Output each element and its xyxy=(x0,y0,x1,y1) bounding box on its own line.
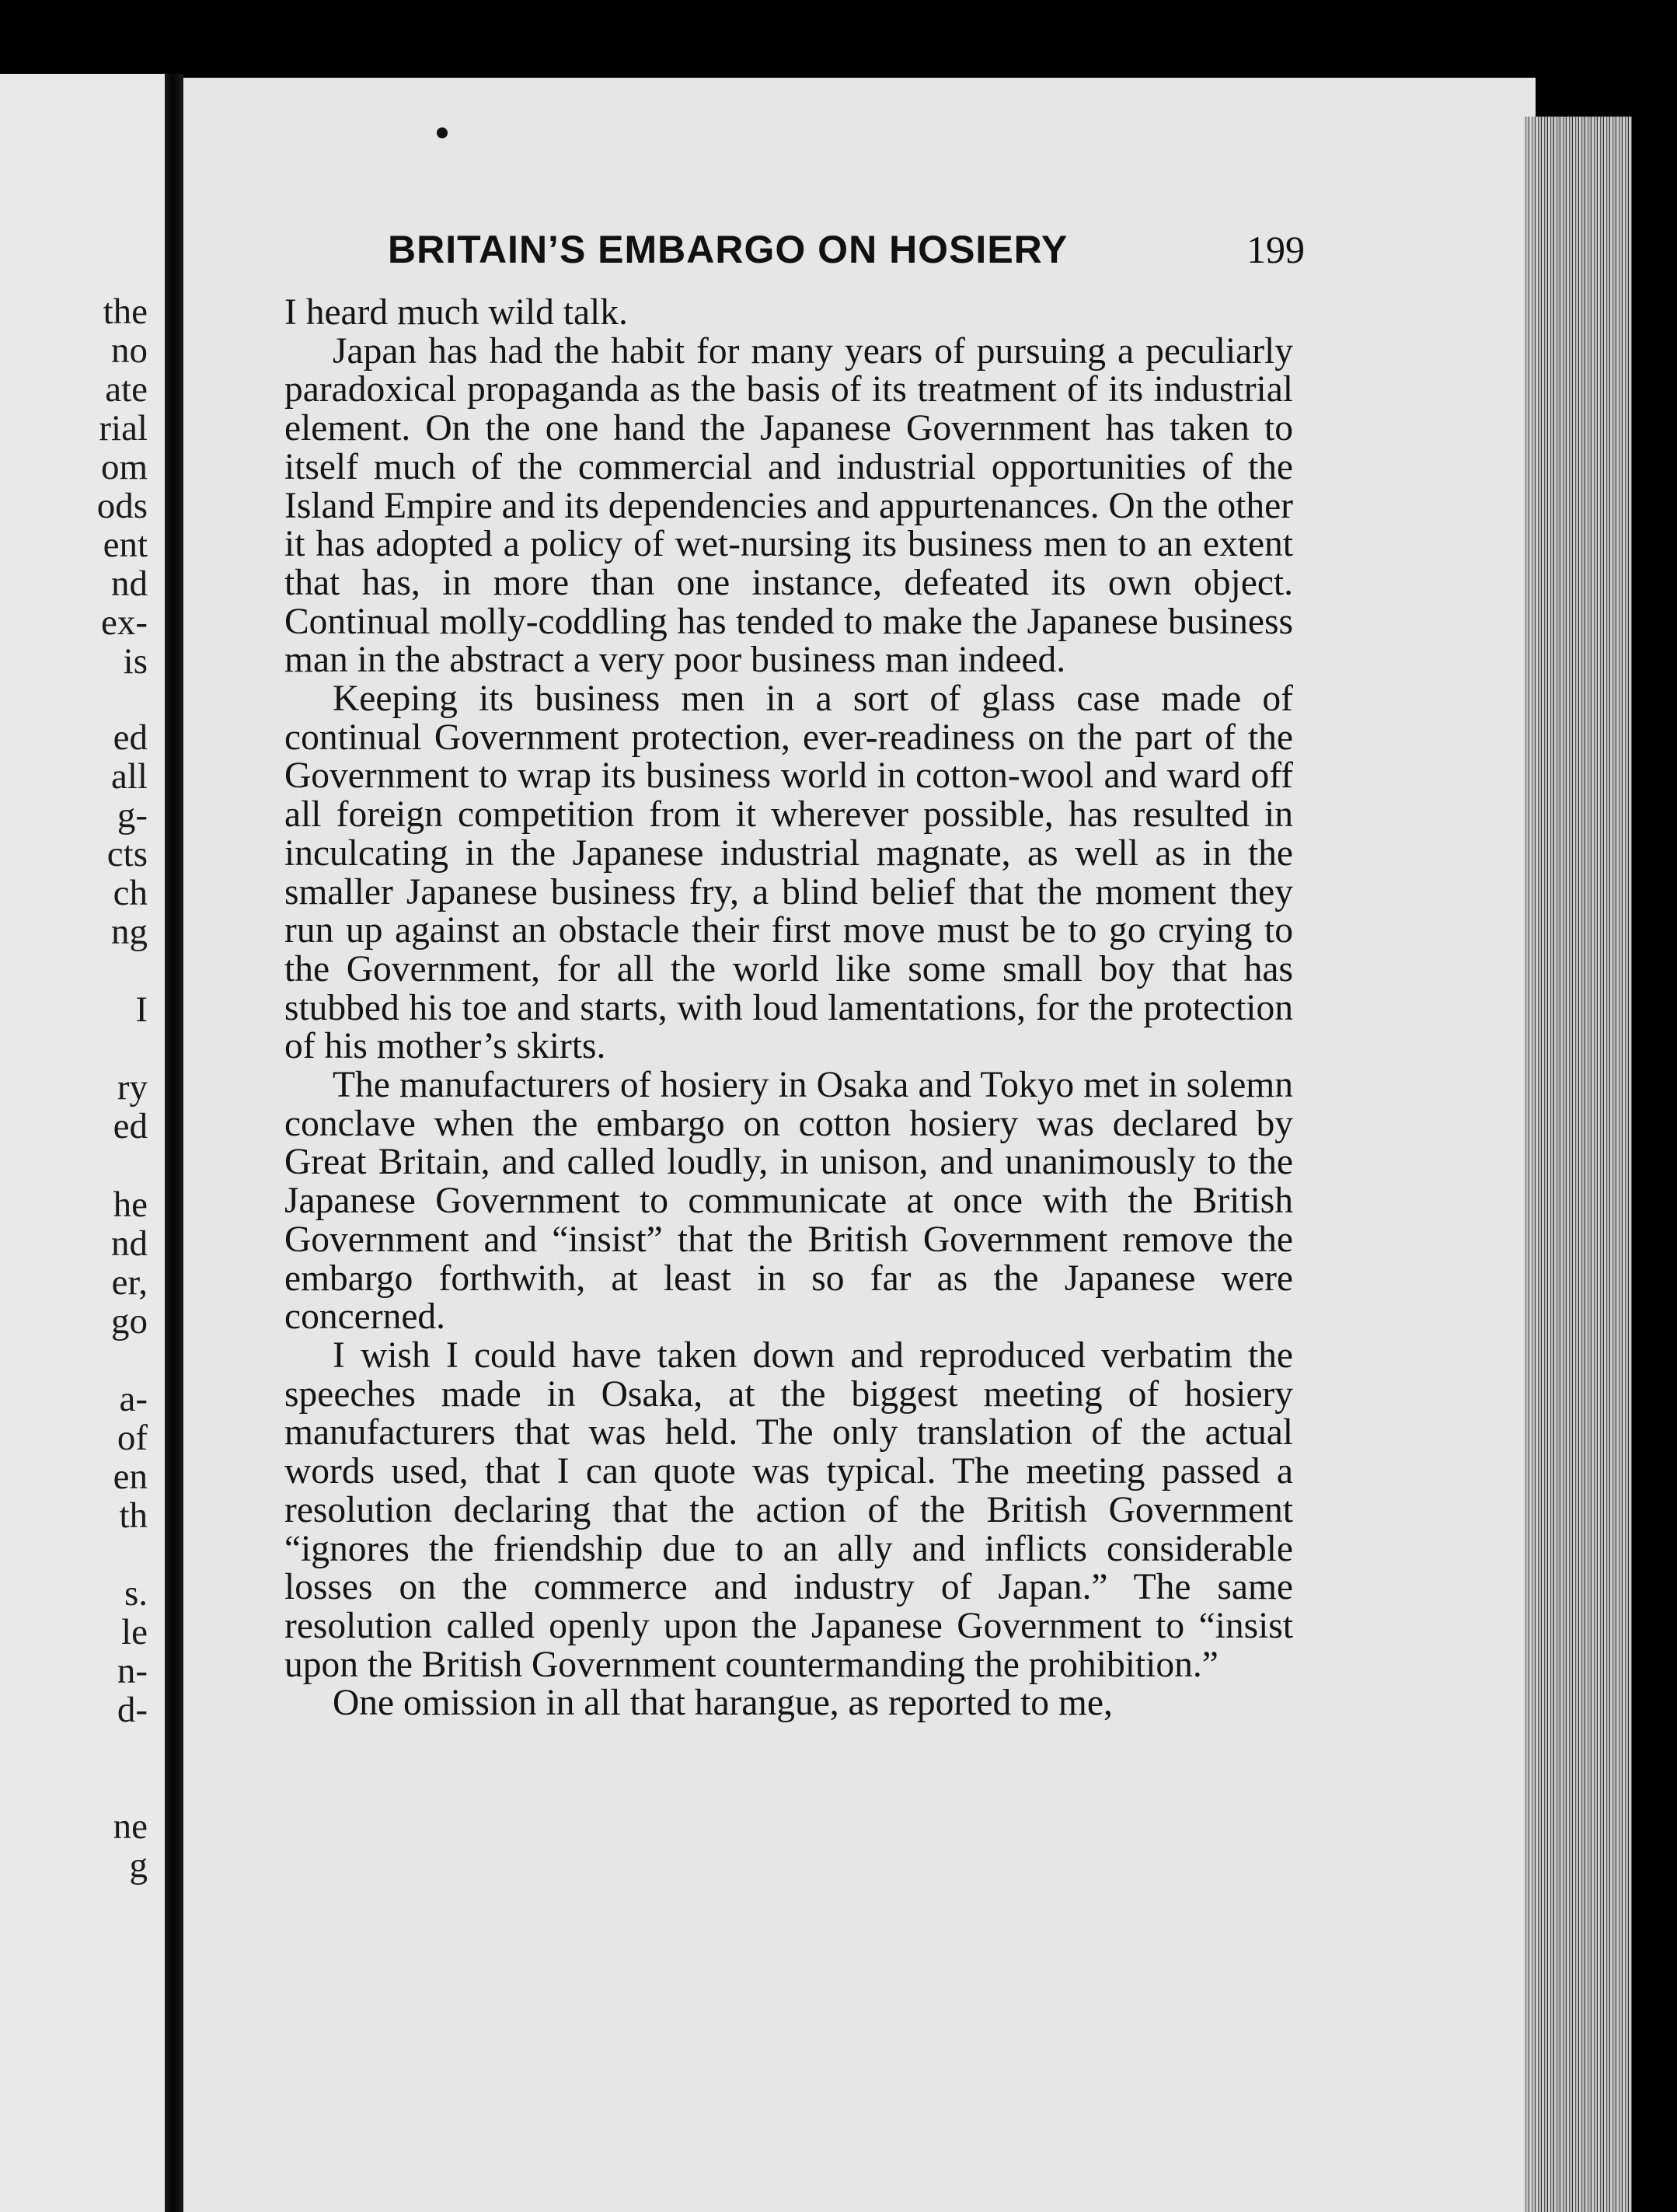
facing-page-fragment: om xyxy=(100,447,148,487)
page-edges xyxy=(1523,117,1638,2212)
ink-speck xyxy=(437,127,448,138)
page-number: 199 xyxy=(1246,228,1305,271)
paragraph: One omission in all that harangue, as reported to me, xyxy=(333,1683,1113,1724)
facing-page-fragment: g xyxy=(129,1845,148,1886)
paragraph: I heard much wild talk. xyxy=(284,292,628,333)
paragraph: Japan has had the habit for many years of pursuing a peculiarly paradoxical propaganda as the basis of its treatment of its industrial element. On the one hand the Japanese Government has taken to itself much of the commercial and industrial opportunities of the Island Empire and its dependencies and appurtenances. On the other it has adopted a policy of wet-nursing its business men to an extent that has, in more than one instance, defeated its own object. Continual molly-coddling has tended to make the Japanese business man in the abstract a very poor business man indeed. xyxy=(284,330,1293,681)
body-text xyxy=(284,294,1293,1723)
facing-page-fragment: ng xyxy=(111,912,148,952)
page-edges-shadow xyxy=(1632,117,1677,2212)
facing-page-fragment: nd xyxy=(111,1223,148,1264)
paragraph: I wish I could have taken down and reproduced verbatim the speeches made in Osaka, at the biggest meeting of hosiery manufacturers that was held. The only translation of the actual words used, that I can quote was typical. The meeting passed a resolution declaring that the action of the British Government “ignores the friendship due to an ally and inflicts considerable losses on the commerce and industry of Japan.” The same resolution called openly upon the Japanese Government to “insist upon the British Government countermanding the prohibition.” xyxy=(284,1335,1293,1685)
facing-page-fragment: the xyxy=(103,291,148,332)
facing-page-fragment: th xyxy=(119,1495,148,1536)
facing-page-fragment: no xyxy=(111,330,148,371)
facing-page-fragment: en xyxy=(113,1457,148,1497)
facing-page-fragment: ne xyxy=(113,1806,148,1847)
facing-page-fragment: ed xyxy=(113,1106,148,1146)
facing-page-fragment: ch xyxy=(113,873,148,913)
facing-page-fragment: ent xyxy=(103,525,148,565)
facing-page-fragment: go xyxy=(111,1301,148,1342)
paragraph: The manufacturers of hosiery in Osaka and Tokyo met in solemn conclave when the embargo on cotton hosiery was declared by Great Britain, and called loudly, in unison, and unanimously to the Japanese Government to communicate at once with the British Government and “insist” that the British Government remove the embargo forthwith, at least in so far as the Japanese were concerned. xyxy=(284,1065,1293,1338)
facing-page-fragment: he xyxy=(113,1185,148,1225)
facing-page-fragment: g- xyxy=(117,795,148,836)
facing-page-fragment: is xyxy=(123,641,148,682)
facing-page-fragment: ex- xyxy=(100,602,148,643)
facing-page-fragment: le xyxy=(121,1612,148,1652)
facing-page-fragment: ry xyxy=(117,1067,148,1108)
facing-page-fragment: cts xyxy=(106,834,148,874)
facing-page-fragment: ed xyxy=(113,717,148,758)
facing-page-fragment: a- xyxy=(119,1379,148,1419)
book-gutter xyxy=(165,74,183,2212)
facing-page-fragment: I xyxy=(135,989,148,1030)
facing-page-fragment: rial xyxy=(99,408,148,448)
facing-page-fragment: ods xyxy=(96,486,148,526)
facing-page-fragment: er, xyxy=(111,1262,148,1303)
facing-page-fragment: nd xyxy=(111,563,148,604)
running-head-title: BRITAIN’S EMBARGO ON HOSIERY xyxy=(388,228,1069,271)
facing-page-fragment: of xyxy=(117,1418,148,1458)
facing-page-fragment: s. xyxy=(124,1573,148,1614)
facing-page-fragment: n- xyxy=(117,1651,148,1691)
facing-page-fragment: all xyxy=(111,756,148,797)
running-head xyxy=(388,227,1305,274)
paragraph: Keeping its business men in a sort of glass case made of continual Government protection, ever-readiness on the part of the Government to wrap its business world in cotton-wool and ward off all foreign competition from it wherever possible, has resulted in inculcating in the Japanese industrial magnate, as well as in the smaller Japanese business fry, a blind belief that the moment they run up against an obstacle their first move must be to go crying to the Government, for all the world like some small boy that has stubbed his toe and starts, with loud lamentations, for the protection of his mother’s skirts. xyxy=(284,679,1293,1067)
facing-page-fragment: ate xyxy=(105,369,148,410)
facing-page-left xyxy=(0,74,165,2212)
facing-page-fragment: d- xyxy=(117,1690,148,1730)
